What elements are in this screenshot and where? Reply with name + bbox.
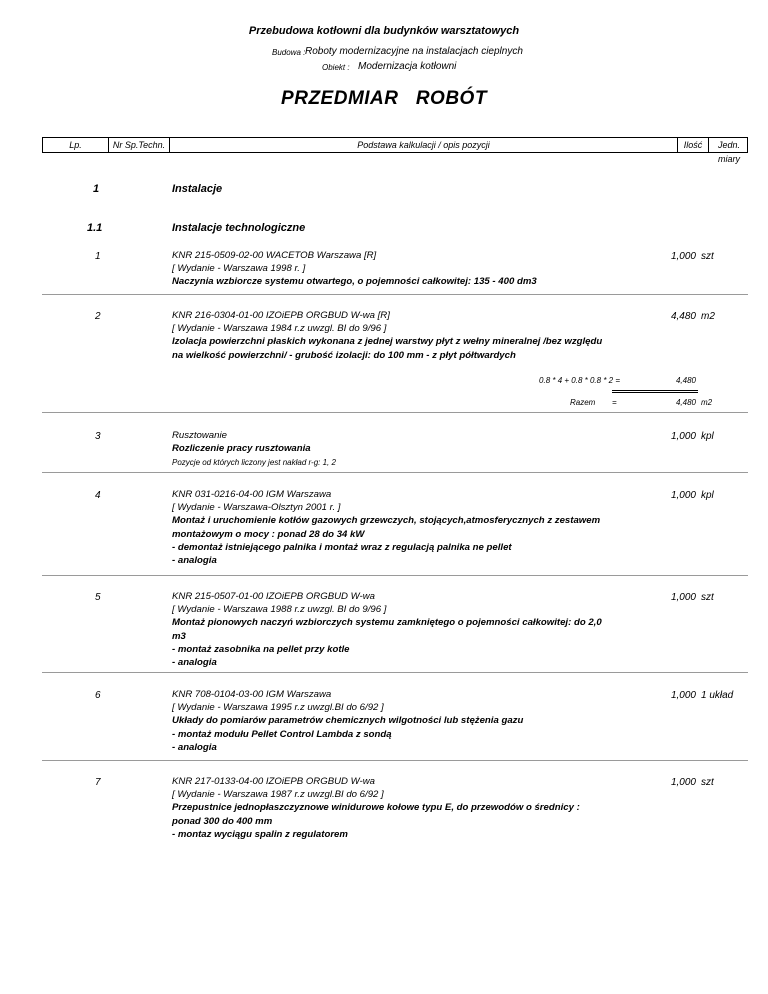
item-note: Pozycje od których liczony jest nakład r-g: 1, 2 [172,458,336,468]
item-edition: [ Wydanie - Warszawa-Olsztyn 2001 r. ] [172,502,341,514]
razem-label: Razem [570,398,596,407]
sum-double-line [612,390,698,393]
item-description [172,429,336,470]
col-jedn-miary: Jedn. miary [717,140,741,164]
item-lp: 1 [95,251,101,262]
row-separator [42,294,748,295]
item-name: Montaż pionowych naczyń wzbiorczych systemu zamkniętego o pojemności całkowitej: do 2,0 [172,617,602,629]
item-name: - analogia [172,555,217,567]
section-number: 1.1 [87,222,103,234]
col-podstawa: Podstawa kalkulacji / opis pozycji [170,138,678,152]
row-separator [42,575,748,576]
item-quantity: 1,000 [670,490,696,501]
item-basis: KNR 031-0216-04-00 IGM Warszawa [172,489,332,500]
item-name: Izolacja powierzchni płaskich wykonana z jednej warstwy płyt z wełny mineralnej /bez względu [172,336,603,348]
item-quantity: 1,000 [670,431,696,442]
row-separator [42,760,748,761]
item-lp: 7 [95,777,101,788]
item-description [172,488,600,567]
main-title: PRZEDMIAR ROBÓT [281,88,487,109]
item-edition: [ Wydanie - Warszawa 1988 r.z uwzgl. BI do 9/96 ] [172,604,387,616]
item-description [172,309,602,362]
item-name: - analogia [172,741,217,753]
item-basis: KNR 216-0304-01-00 IZOiEPB ORGBUD W-wa [R] [172,310,390,321]
table-header [42,137,748,164]
section-title: Instalacje [172,183,223,195]
item-unit: kpl [701,431,714,442]
document-title: Przebudowa kotłowni dla budynków warsztatowych [248,25,520,37]
item-name: Układy do pomiarów parametrów chemicznych wilgotności lub stężenia gazu [172,715,524,727]
item-quantity: 4,480 [670,311,696,322]
item-name: - demontaż istniejącego palnika i montaż wraz z regulacją palnika ne pellet [172,541,512,553]
item-name: - montaż modułu Pellet Control Lambda z sondą [172,728,392,740]
budowa-label: Budowa : [272,48,306,57]
item-edition: [ Wydanie - Warszawa 1987 r.z uwzgl.BI do 6/92 ] [172,789,384,801]
row-separator [42,412,748,413]
budowa-value: Roboty modernizacyjne na instalacjach cieplnych [305,46,523,57]
item-name: - analogia [172,657,217,669]
razem-unit: m2 [701,398,713,407]
razem-value: 4,480 [675,398,696,407]
item-basis: KNR 215-0509-02-00 WACETOB Warszawa [R] [172,250,377,261]
item-description [172,775,580,841]
item-basis: KNR 708-0104-03-00 IGM Warszawa [172,689,332,700]
item-unit: szt [701,592,714,603]
item-name: Przepustnice jednopłaszczyznowe winidurowe kołowe typu E, do przewodów o średnicy : [172,802,580,814]
item-lp: 4 [95,490,101,501]
item-quantity: 1,000 [670,251,696,262]
item-name: Rozliczenie pracy rusztowania [172,443,311,455]
item-basis: KNR 217-0133-04-00 IZOiEPB ORGBUD W-wa [172,776,375,787]
item-name: ponad 300 do 400 mm [172,815,273,827]
calc-value: 4,480 [675,376,696,385]
item-unit: m2 [701,311,715,322]
item-description [172,590,602,669]
item-name: na wielkość powierzchni/ - grubość izolacji: do 100 mm - z płyt półtwardych [172,349,516,361]
item-edition: [ Wydanie - Warszawa 1998 r. ] [172,263,306,275]
item-edition: [ Wydanie - Warszawa 1995 r.z uwzgl.BI do 6/92 ] [172,702,384,714]
item-name: - montaz wyciągu spalin z regulatorem [172,828,348,840]
item-description [172,249,537,289]
item-quantity: 1,000 [670,592,696,603]
item-unit: szt [701,777,714,788]
col-nr-sp-techn: Nr Sp.Techn. [109,138,170,152]
item-basis: KNR 215-0507-01-00 IZOiEPB ORGBUD W-wa [172,591,375,602]
item-basis: Rusztowanie [172,430,227,441]
item-lp: 3 [95,431,101,442]
razem-equals: = [612,398,617,407]
col-ilosc: Ilość [678,138,709,152]
item-unit: 1 układ [701,690,734,701]
item-quantity: 1,000 [670,777,696,788]
item-unit: kpl [701,490,714,501]
item-unit: szt [701,251,714,262]
item-name: Naczynia wzbiorcze systemu otwartego, o pojemności całkowitej: 135 - 400 dm3 [172,276,537,288]
row-separator [42,672,748,673]
section-title: Instalacje technologiczne [172,222,306,234]
item-lp: 2 [95,311,101,322]
obiekt-label: Obiekt : [322,63,350,72]
row-separator [42,472,748,473]
item-name: - montaż zasobnika na pellet przy kotle [172,643,350,655]
section-number: 1 [93,183,100,195]
obiekt-value: Modernizacja kotłowni [358,61,457,72]
item-name: Montaż i uruchomienie kotłów gazowych grzewczych, stojących,atmosferycznych z zestawem [172,515,601,527]
item-quantity: 1,000 [670,690,696,701]
item-name: m3 [172,630,186,642]
item-lp: 5 [95,592,101,603]
calc-formula: 0.8 * 4 + 0.8 * 0.8 * 2 = [539,376,620,385]
item-edition: [ Wydanie - Warszawa 1984 r.z uwzgl. BI do 9/96 ] [172,323,387,335]
item-description [172,688,523,754]
item-lp: 6 [95,690,101,701]
col-lp: Lp. [43,138,109,152]
item-name: montażowym o mocy : ponad 28 do 34 kW [172,528,365,540]
